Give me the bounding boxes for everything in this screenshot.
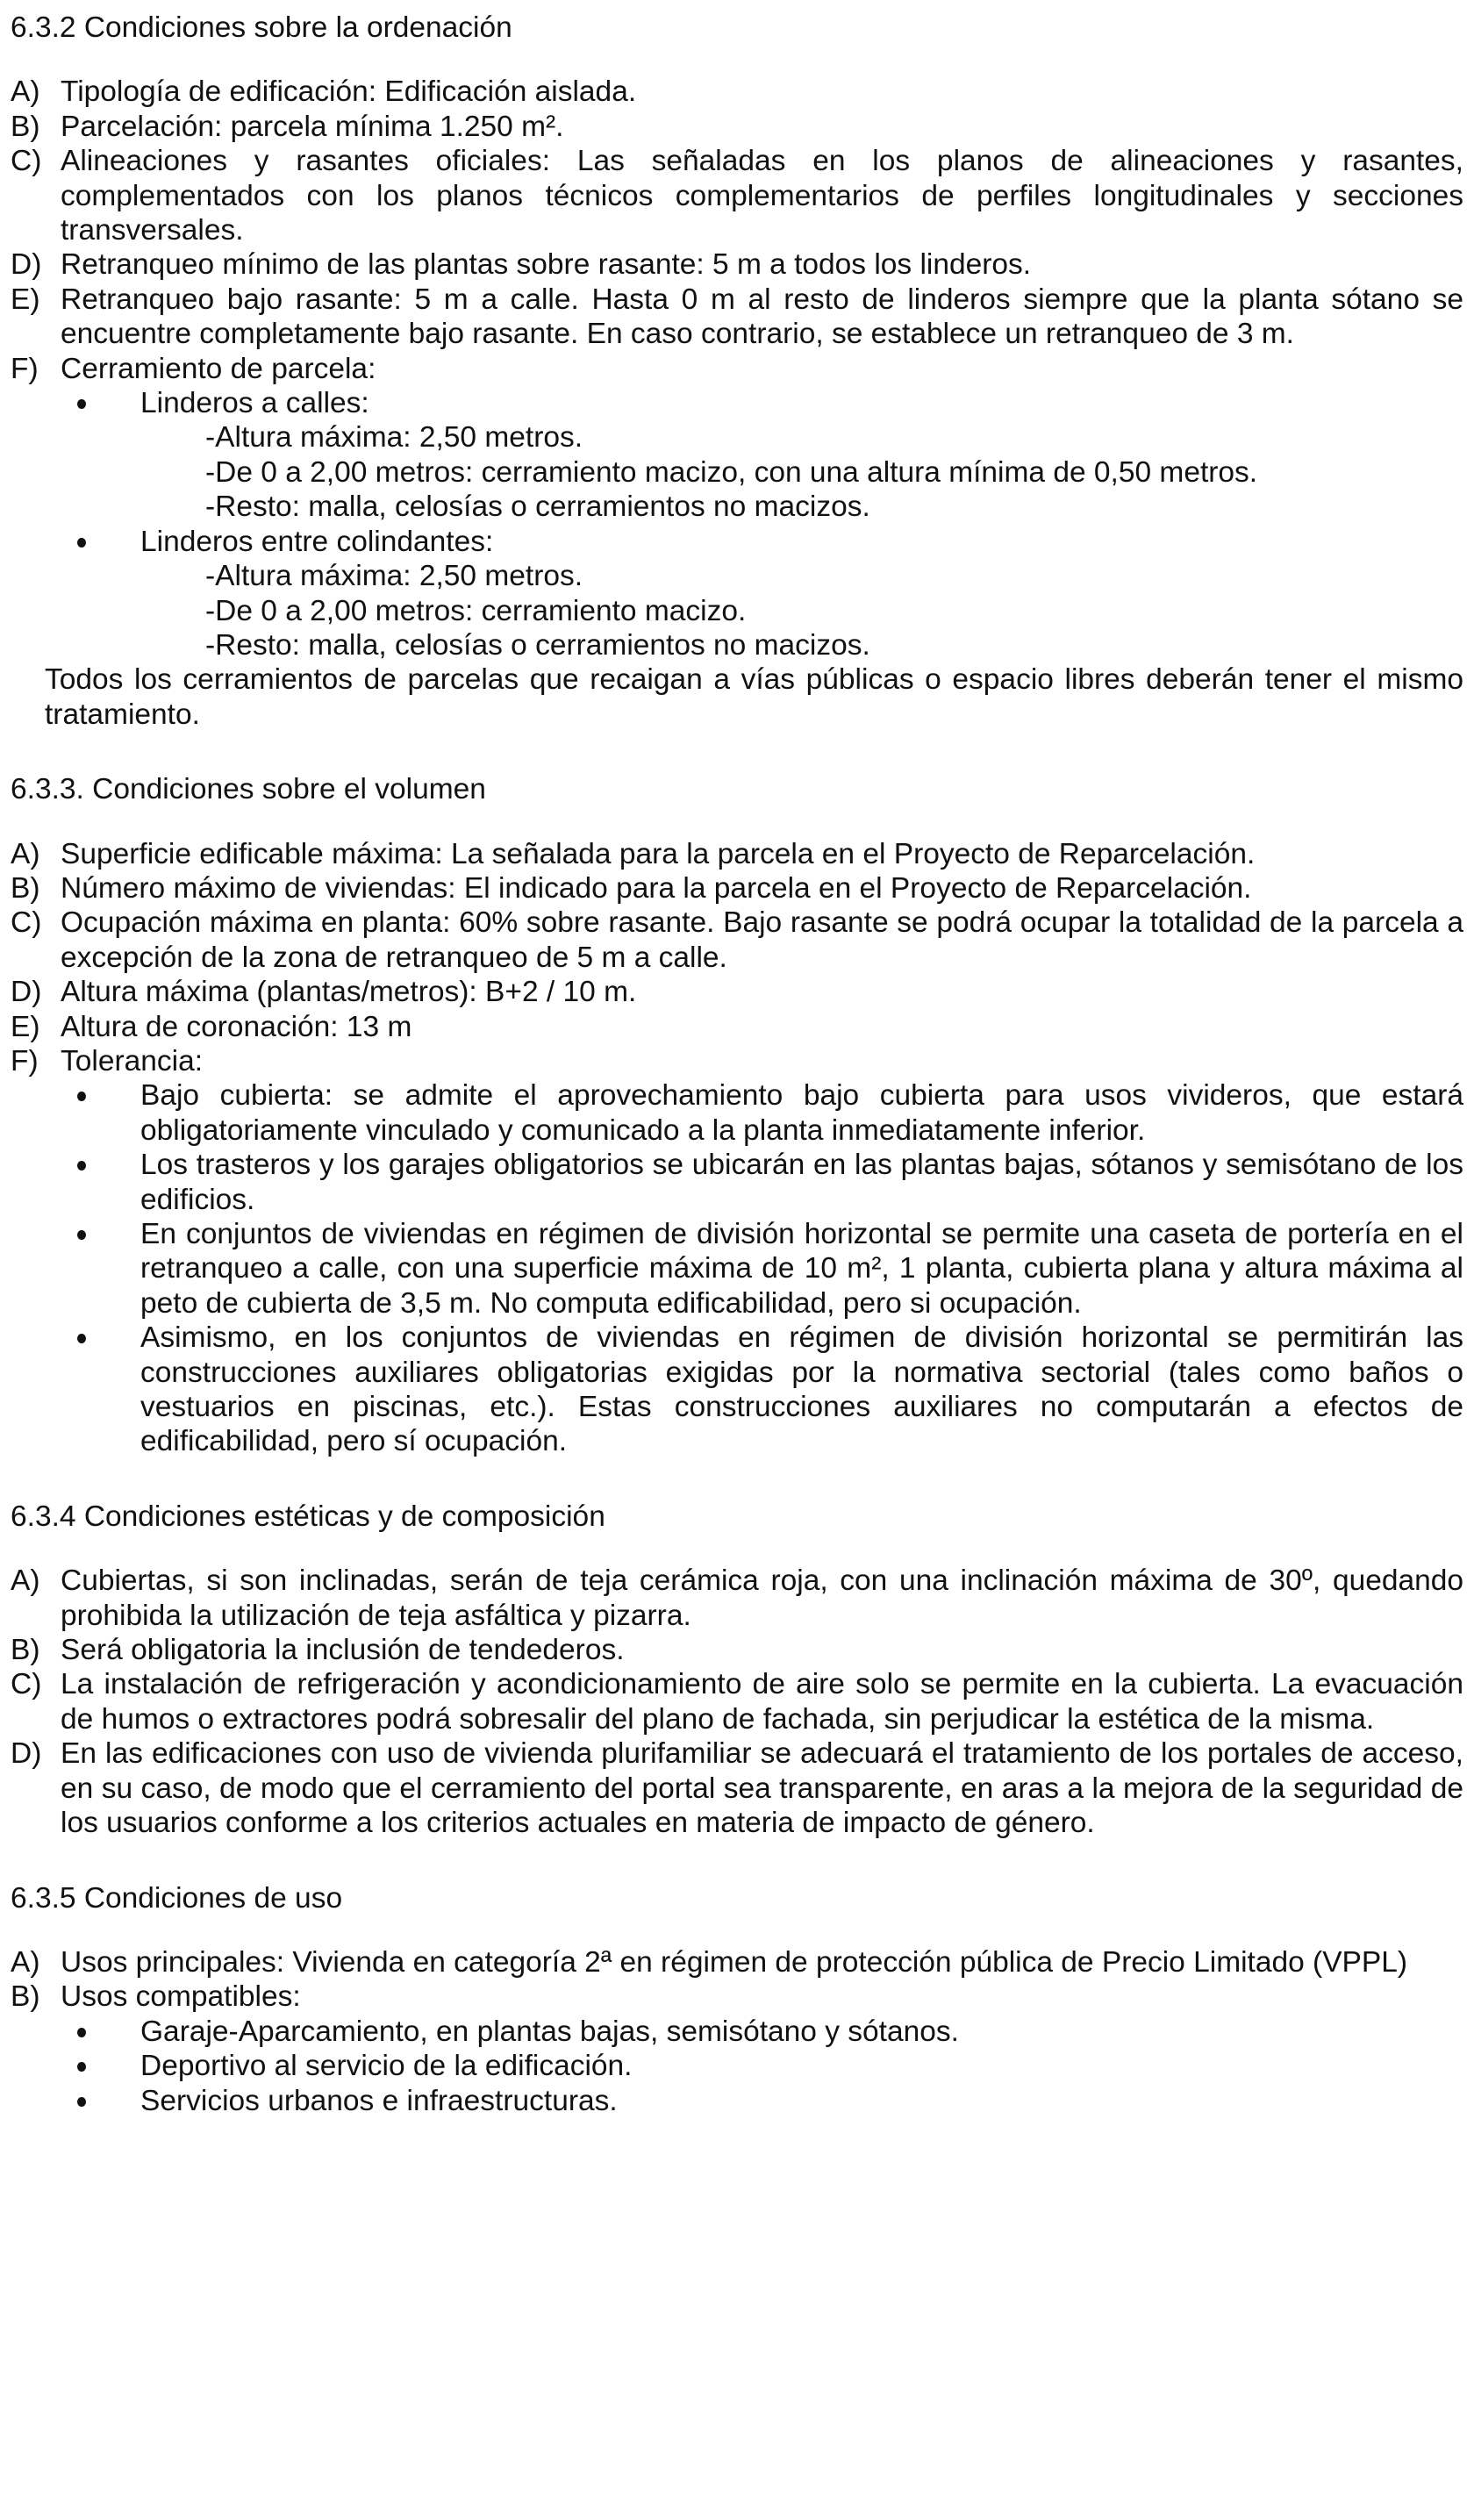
list-item [0, 283, 1463, 352]
item-text: Número máximo de viviendas: El indicado para la parcela en el Proyecto de Reparcelación. [61, 871, 1252, 905]
list-item [0, 1736, 1463, 1840]
bullet-item [0, 2084, 1463, 2118]
bullet-item [0, 1217, 1463, 1321]
item-label: C) [11, 145, 42, 178]
item-text: Retranqueo bajo rasante: 5 m a calle. Hasta 0 m al resto de linderos siempre que la planta sótano se encuentre completamente bajo rasante. En caso contrario, se establece un retranqueo de 3 m. [61, 283, 1463, 351]
bullet-icon [77, 1092, 86, 1101]
bullet-icon [77, 538, 86, 548]
list-item [0, 144, 1463, 247]
section [0, 1500, 1463, 1841]
sub-item: -Resto: malla, celosías o cerramientos no macizos. [205, 628, 870, 662]
section [0, 772, 1463, 1459]
list-item [0, 1979, 1463, 2118]
item-text: Altura máxima (plantas/metros): B+2 / 10 m. [61, 976, 637, 1009]
sub-item: -De 0 a 2,00 metros: cerramiento macizo, con una altura mínima de 0,50 metros. [205, 455, 1258, 489]
item-label: C) [11, 906, 42, 940]
item-label: B) [11, 1980, 40, 2014]
bullet-list [61, 1078, 1463, 1458]
bullet-list [61, 386, 1463, 662]
item-text: Alineaciones y rasantes oficiales: Las señaladas en los planos de alineaciones y rasantes, complementados con los planos técnicos complementarios de perfiles longitudinales y secciones transversales. [61, 145, 1463, 247]
item-label: A) [11, 75, 40, 109]
item-label: A) [11, 1564, 40, 1598]
list-item [0, 1667, 1463, 1736]
item-text: La instalación de refrigeración y acondicionamiento de aire solo se permite en la cubierta. La evacuación de humos o extractores podrá sobresalir del plano de fachada, sin perjudicar la estética de la misma. [61, 1668, 1463, 1736]
item-text: Ocupación máxima en planta: 60% sobre rasante. Bajo rasante se podrá ocupar la totalidad de la parcela a excepción de la zona de retranqueo de 5 m a calle. [61, 906, 1463, 974]
section-heading: 6.3.3. Condiciones sobre el volumen [11, 773, 486, 806]
item-text: Superficie edificable máxima: La señalada para la parcela en el Proyecto de Reparcelación. [61, 837, 1256, 870]
item-label: A) [11, 837, 40, 870]
item-text: Será obligatoria la inclusión de tendederos. [61, 1634, 625, 1667]
bullet-text: En conjuntos de viviendas en régimen de división horizontal se permite una caseta de portería en el retranqueo a calle, con una superficie máxima de 10 m², 1 planta, cubierta plana y altura máxima al peto de cubierta de 3,5 m. No computa edificabilidad, pero si ocupación. [140, 1218, 1463, 1320]
item-text: Usos compatibles: [61, 1980, 301, 2014]
list-item [0, 1044, 1463, 1459]
item-text: Cerramiento de parcela: [61, 352, 376, 385]
section [0, 1881, 1463, 2118]
bullet-text: Asimismo, en los conjuntos de viviendas en régimen de división horizontal se permitirán las construcciones auxiliares obligatorias exigidas por la normativa sectorial (tales como baños o vestuarios en piscinas, etc.). Estas construcciones auxiliares no computarán a efectos de edificabilidad, pero sí ocupación. [140, 1321, 1463, 1458]
list-item [0, 1010, 1463, 1044]
list-item [0, 1564, 1463, 1633]
item-text: Usos principales: Vivienda en categoría 2ª en régimen de protección pública de Precio Limitado (VPPL) [61, 1945, 1408, 1979]
bullet-item [0, 525, 1463, 559]
section [0, 11, 1463, 732]
document-page [0, 11, 1463, 2158]
list-item [0, 1633, 1463, 1667]
list-item [0, 1945, 1463, 1979]
list-item [0, 975, 1463, 1009]
list-item [0, 837, 1463, 871]
sub-item: -De 0 a 2,00 metros: cerramiento macizo. [205, 594, 747, 627]
item-text: Tolerancia: [61, 1044, 204, 1077]
bullet-text: Los trasteros y los garajes obligatorios se ubicarán en las plantas bajas, sótanos y semisótano de los edificios. [140, 1149, 1463, 1216]
sub-item: -Altura máxima: 2,50 metros. [205, 560, 583, 593]
bullet-item [0, 1321, 1463, 1459]
item-label: E) [11, 1010, 40, 1043]
note-text: Todos los cerramientos de parcelas que recaigan a vías públicas o espacio libres deberán tener el mismo tratamiento. [45, 663, 1463, 731]
section-heading: 6.3.4 Condiciones estéticas y de composición [11, 1500, 605, 1533]
bullet-icon [77, 2028, 86, 2037]
item-text: En las edificaciones con uso de vivienda plurifamiliar se adecuará el tratamiento de los portales de acceso, en su caso, de modo que el cerramiento del portal sea transparente, en aras a la mejora de la seguridad de los usuarios conforme a los criterios actuales en materia de impacto de género. [61, 1737, 1463, 1840]
item-text: Tipología de edificación: Edificación aislada. [61, 75, 637, 109]
item-label: F) [11, 1044, 39, 1077]
bullet-text: Linderos a calles: [140, 387, 369, 420]
list-item [0, 871, 1463, 906]
bullet-icon [77, 399, 86, 409]
item-text: Cubiertas, si son inclinadas, serán de teja cerámica roja, con una inclinación máxima de 30º, quedando prohibida la utilización de teja asfáltica y pizarra. [61, 1564, 1463, 1632]
bullet-icon [77, 1230, 86, 1240]
list-item [0, 906, 1463, 975]
section-heading: 6.3.2 Condiciones sobre la ordenación [11, 11, 512, 44]
item-label: E) [11, 283, 40, 316]
list-item [0, 75, 1463, 109]
item-label: A) [11, 1945, 40, 1979]
bullet-text: Garaje-Aparcamiento, en plantas bajas, semisótano y sótanos. [140, 2015, 959, 2048]
item-text: Parcelación: parcela mínima 1.250 m². [61, 110, 564, 143]
item-label: D) [11, 248, 42, 282]
list-item [0, 247, 1463, 282]
section-heading: 6.3.5 Condiciones de uso [11, 1881, 343, 1915]
item-label: D) [11, 976, 42, 1009]
bullet-item [0, 2015, 1463, 2049]
bullet-item [0, 2049, 1463, 2083]
sub-item: -Resto: malla, celosías o cerramientos no macizos. [205, 490, 870, 524]
bullet-icon [77, 1161, 86, 1171]
sub-item: -Altura máxima: 2,50 metros. [205, 421, 583, 455]
item-label: B) [11, 871, 40, 905]
bullet-item [0, 1148, 1463, 1217]
list-item [0, 352, 1463, 732]
bullet-text: Servicios urbanos e infraestructuras. [140, 2084, 618, 2117]
item-label: B) [11, 1634, 40, 1667]
bullet-text: Bajo cubierta: se admite el aprovechamiento bajo cubierta para usos vivideros, que estará obligatoriamente vinculado y comunicado a la planta inmediatamente inferior. [140, 1079, 1463, 1147]
item-text: Retranqueo mínimo de las plantas sobre rasante: 5 m a todos los linderos. [61, 248, 1032, 282]
bullet-item [0, 386, 1463, 420]
bullet-text: Linderos entre colindantes: [140, 525, 494, 558]
list-item [0, 110, 1463, 144]
bullet-item [0, 1078, 1463, 1148]
item-text: Altura de coronación: 13 m [61, 1010, 412, 1043]
bullet-icon [77, 2097, 86, 2107]
item-label: C) [11, 1668, 42, 1701]
bullet-text: Deportivo al servicio de la edificación. [140, 2050, 633, 2083]
bullet-icon [77, 2062, 86, 2072]
bullet-list [61, 2015, 1463, 2118]
bullet-icon [77, 1334, 86, 1343]
item-label: F) [11, 352, 39, 385]
item-label: B) [11, 110, 40, 143]
item-label: D) [11, 1737, 42, 1771]
